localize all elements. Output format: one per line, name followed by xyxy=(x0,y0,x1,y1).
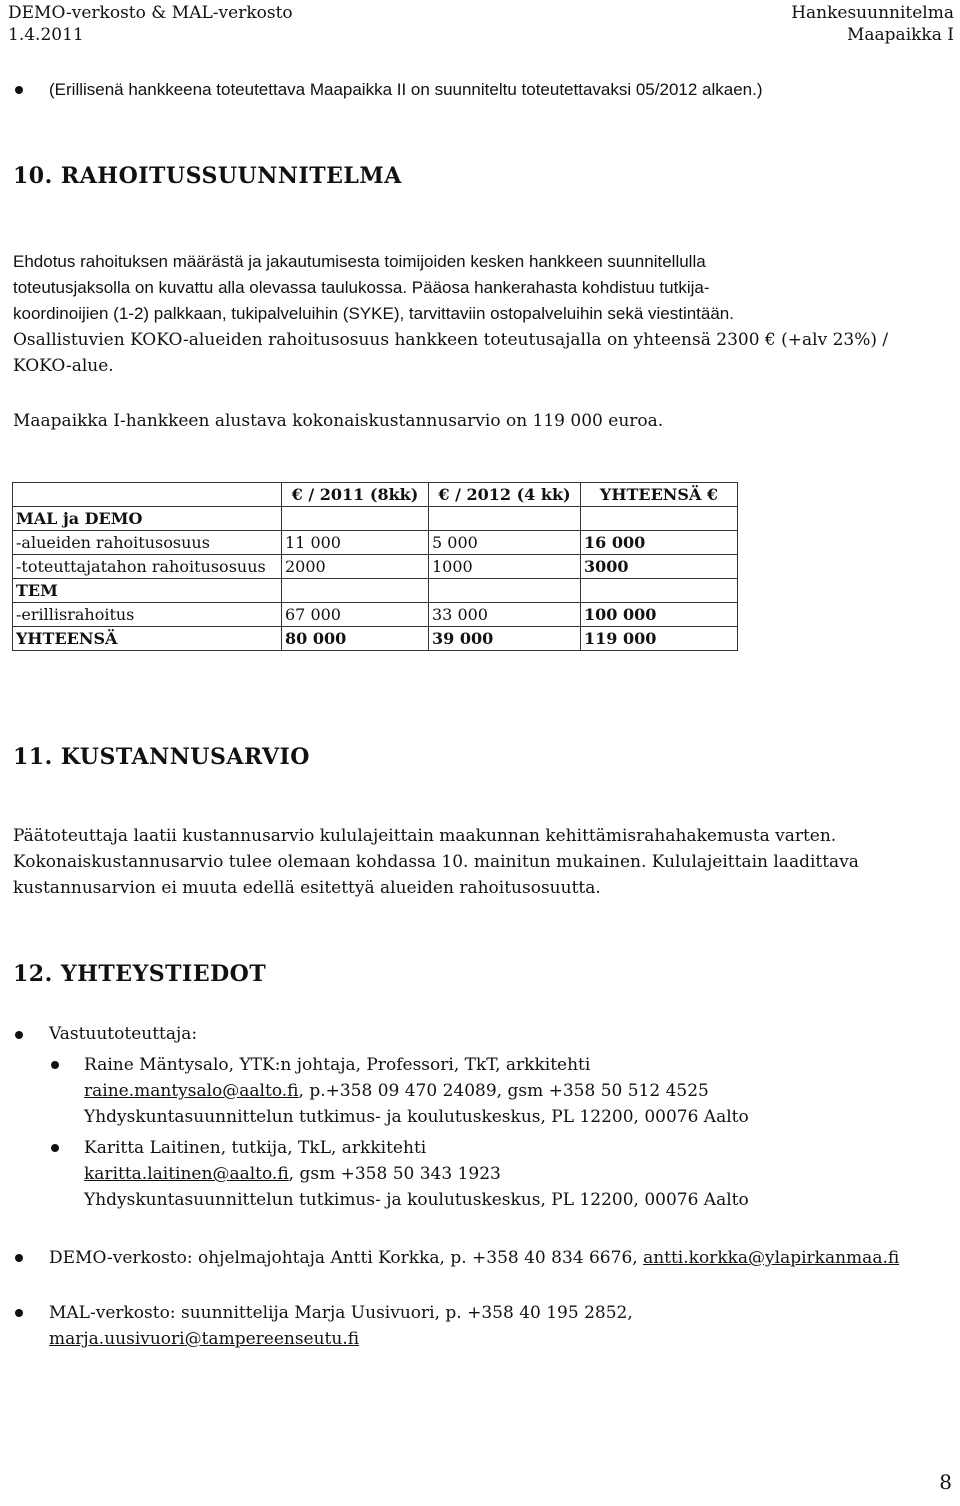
bullet-icon xyxy=(15,1031,23,1039)
section-10-paragraph xyxy=(13,249,734,327)
email-link[interactable] xyxy=(84,1164,289,1184)
header-doc-type: Hankesuunnitelma xyxy=(791,3,954,23)
table-cell: 39 000 xyxy=(429,627,581,651)
paragraph-line: Kokonaiskustannusarvio tulee olemaan kohdassa 10. mainitun mukainen. Kululajeittain laadittava xyxy=(13,852,859,872)
bullet-icon xyxy=(15,86,23,94)
table-cell xyxy=(581,579,738,603)
email-text: raine.mantysalo@aalto. xyxy=(84,1081,288,1101)
contact-address: Yhdyskuntasuunnittelun tutkimus- ja koulutuskeskus, PL 12200, 00076 Aalto xyxy=(84,1190,749,1210)
table-cell: 5 000 xyxy=(429,531,581,555)
paragraph-line: KOKO-alue. xyxy=(13,356,114,376)
table-row xyxy=(13,579,738,603)
header-project-name: Maapaikka I xyxy=(847,25,954,45)
table-cell: 100 000 xyxy=(581,603,738,627)
table-cell xyxy=(429,579,581,603)
table-row xyxy=(13,507,738,531)
header-left xyxy=(8,2,293,46)
table-cell xyxy=(282,579,429,603)
paragraph-line: Osallistuvien KOKO-alueiden rahoitusosuus hankkeen toteutusajalla on yhteensä 2300 € (+alv 23%) / xyxy=(13,330,889,350)
demo-network-contact xyxy=(49,1245,899,1271)
vastuutoteuttaja-label: Vastuutoteuttaja: xyxy=(49,1024,198,1044)
table-header-cell: YHTEENSÄ € xyxy=(581,483,738,507)
financing-table xyxy=(12,482,738,651)
email-link[interactable]: marja.uusivuori@tampereenseutu.fi xyxy=(49,1329,360,1349)
contact-text: DEMO-verkosto: ohjelmajohtaja Antti Korkka, p. +358 40 834 6676, xyxy=(49,1248,644,1268)
section-11-heading: 11. KUSTANNUSARVIO xyxy=(13,744,310,770)
paragraph-line: koordinoijien (1-2) palkkaan, tukipalveluihin (SYKE), tarvittaviin ostopalveluihin sekä viestintään. xyxy=(13,304,734,323)
table-header-row xyxy=(13,483,738,507)
bullet-icon xyxy=(51,1061,59,1069)
contact-raine xyxy=(84,1052,749,1130)
table-row xyxy=(13,531,738,555)
section-11-paragraph xyxy=(13,823,859,901)
phone-text: , gsm +358 50 343 1923 xyxy=(288,1164,501,1184)
table-cell: -toteuttajatahon rahoitusosuus xyxy=(13,555,282,579)
email-text: fi xyxy=(287,1081,299,1101)
table-cell: 80 000 xyxy=(282,627,429,651)
table-row xyxy=(13,603,738,627)
section-10-paragraph-cont xyxy=(13,327,888,379)
table-cell: YHTEENSÄ xyxy=(13,627,282,651)
section-10-heading: 10. RAHOITUSSUUNNITELMA xyxy=(13,163,402,189)
email-text: karitta.laitinen@aalto. xyxy=(84,1164,278,1184)
header-project-title: DEMO-verkosto & MAL-verkosto xyxy=(8,3,293,23)
intro-bullet-text: (Erillisenä hankkeena toteutettava Maapaikka II on suunniteltu toteutettavaksi 05/2012 alkaen.) xyxy=(49,80,763,99)
contact-karitta xyxy=(84,1135,749,1213)
bullet-icon xyxy=(15,1309,23,1317)
table-cell: 67 000 xyxy=(282,603,429,627)
bullet-icon xyxy=(51,1144,59,1152)
section-10-budget-sentence: Maapaikka I-hankkeen alustava kokonaiskustannusarvio on 119 000 euroa. xyxy=(13,411,664,431)
contact-details xyxy=(84,1078,749,1104)
section-12-heading: 12. YHTEYSTIEDOT xyxy=(13,961,267,987)
paragraph-line: Päätoteuttaja laatii kustannusarvio kululajeittain maakunnan kehittämisrahahakemusta varten. xyxy=(13,826,837,846)
mal-network-contact xyxy=(49,1300,633,1352)
table-cell: MAL ja DEMO xyxy=(13,507,282,531)
table-cell: 1000 xyxy=(429,555,581,579)
table-cell: 3000 xyxy=(581,555,738,579)
table-cell: TEM xyxy=(13,579,282,603)
table-cell: -alueiden rahoitusosuus xyxy=(13,531,282,555)
page-number: 8 xyxy=(939,1470,952,1494)
table-cell xyxy=(429,507,581,531)
email-text: fi xyxy=(277,1164,289,1184)
table-header-cell: € / 2011 (8kk) xyxy=(282,483,429,507)
contact-address: Yhdyskuntasuunnittelun tutkimus- ja koulutuskeskus, PL 12200, 00076 Aalto xyxy=(84,1107,749,1127)
bullet-icon xyxy=(15,1254,23,1262)
table-cell xyxy=(282,507,429,531)
contact-text: MAL-verkosto: suunnittelija Marja Uusivuori, p. +358 40 195 2852, xyxy=(49,1303,633,1323)
phone-text: , p.+358 09 470 24089, gsm +358 50 512 4525 xyxy=(298,1081,709,1101)
header-date: 1.4.2011 xyxy=(8,25,84,45)
table-header-cell: € / 2012 (4 kk) xyxy=(429,483,581,507)
table-cell: 119 000 xyxy=(581,627,738,651)
table-total-row xyxy=(13,627,738,651)
table-row xyxy=(13,555,738,579)
paragraph-line: toteutusjaksolla on kuvattu alla olevassa taulukossa. Pääosa hankerahasta kohdistuu tutkija- xyxy=(13,278,710,297)
paragraph-line: Ehdotus rahoituksen määrästä ja jakautumisesta toimijoiden kesken hankkeen suunnitellulla xyxy=(13,252,706,271)
header-right xyxy=(791,2,954,46)
contact-details xyxy=(84,1161,749,1187)
table-header-cell xyxy=(13,483,282,507)
table-cell: 16 000 xyxy=(581,531,738,555)
table-cell: 2000 xyxy=(282,555,429,579)
paragraph-line: kustannusarvion ei muuta edellä esitettyä alueiden rahoitusosuutta. xyxy=(13,878,601,898)
contact-name-title: Karitta Laitinen, tutkija, TkL, arkkitehti xyxy=(84,1138,427,1158)
table-cell: 33 000 xyxy=(429,603,581,627)
table-cell: 11 000 xyxy=(282,531,429,555)
email-link[interactable]: antti.korkka@ylapirkanmaa.fi xyxy=(643,1248,900,1268)
table-cell: -erillisrahoitus xyxy=(13,603,282,627)
table-cell xyxy=(581,507,738,531)
email-link[interactable] xyxy=(84,1081,299,1101)
contact-name-title: Raine Mäntysalo, YTK:n johtaja, Professori, TkT, arkkitehti xyxy=(84,1055,591,1075)
